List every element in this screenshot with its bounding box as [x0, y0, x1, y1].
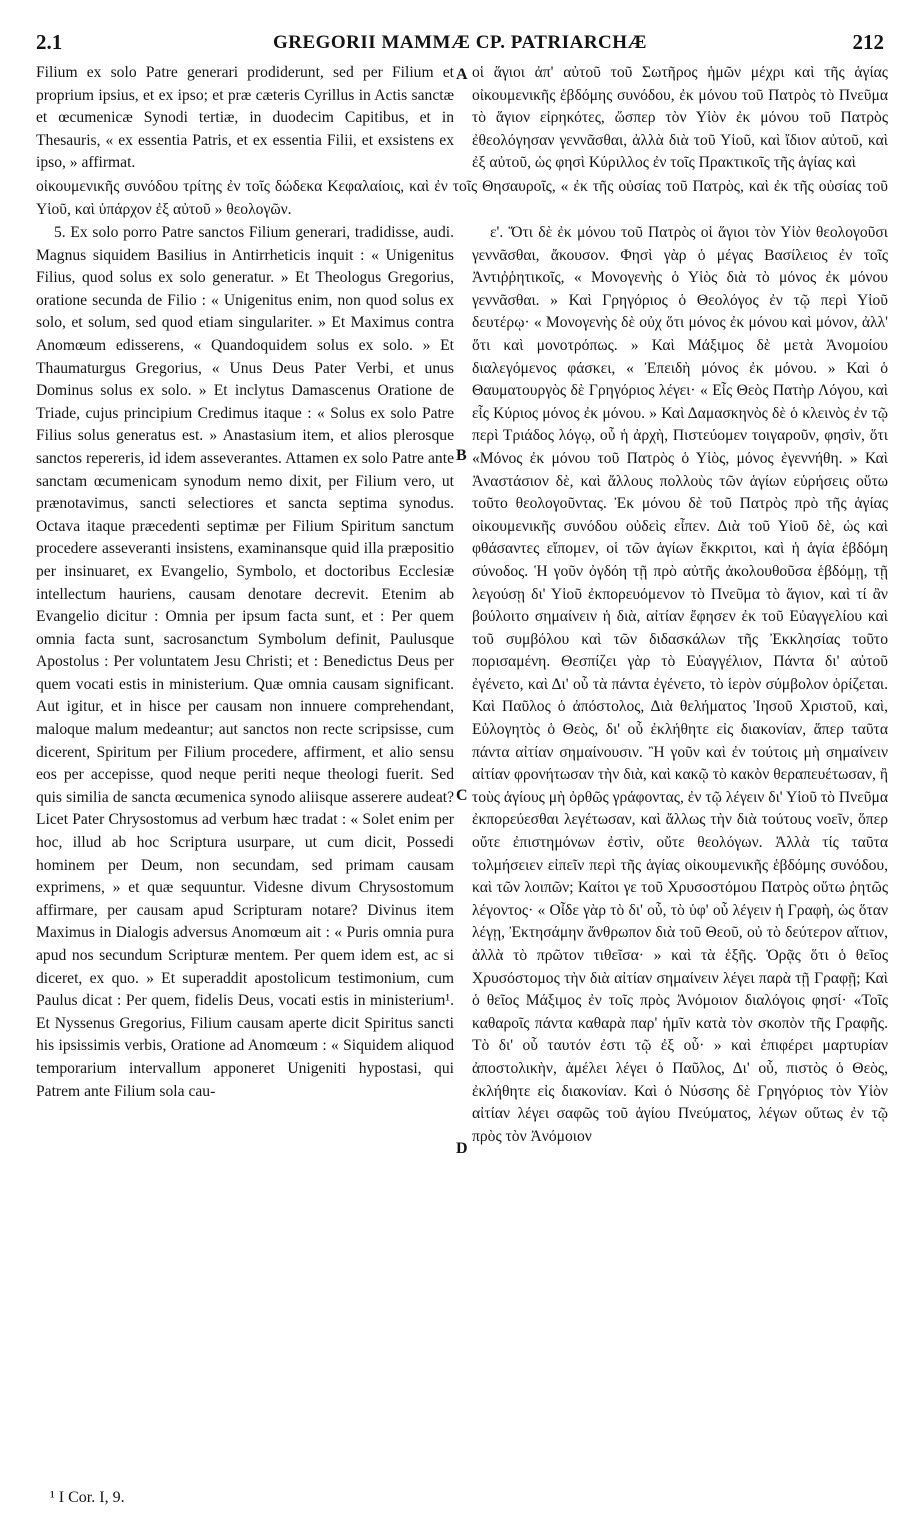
footnote: ¹ I Cor. I, 9.: [50, 1489, 125, 1506]
page-header: [36, 30, 884, 60]
greek-paragraph-5: ε'. Ὅτι δὲ ἐκ μόνου τοῦ Πατρὸς οἱ ἅγιοι τὸν Υἱὸν θεολογοῦσι γεννᾶσθαι, ἄκουσον. Φησὶ γὰρ ὁ μέγας Βασίλειος ἐν τοῖς Ἀντιῤῥητικοῖς, « Μονογενὴς ὁ Υἱὸς διὰ τὸ μόνος ἐκ μόνου γεννᾶσθαι. » Καὶ Γρηγόριος ὁ Θεολόγος ἐν τῷ περὶ Υἱοῦ δευτέρῳ· « Μονογενὴς δὲ οὐχ ὅτι μόνος ἐκ μόνου καὶ μόνον, ἀλλ' ὅτι καὶ μονοτρόπως. » Καὶ Μάξιμος δὲ μετὰ Ἀνομοίου διαλεγόμενος φάσκει, « Ἐπειδὴ μόνος ἐκ μόνου. » Καὶ ὁ Θαυματουργὸς δὲ Γρηγόριος λέγει· « Εἷς Θεὸς Πατὴρ Λόγου, καὶ εἷς Κύριος μόνος ἐκ μόνου. » Καὶ Δαμασκηνὸς δὲ ὁ κλεινὸς ἐν τῷ περὶ Τριάδος λόγῳ, οὗ ἡ ἀρχὴ, Πιστεύομεν τοιγαροῦν, φησὶν, ὅτι «Μόνος ἐκ μόνου τοῦ Πατρὸς ὁ Υἱὸς, μόνος ἐγεννήθη. » Καὶ Ἀναστάσιον δὲ, καὶ ἄλλους πολλοὺς τῶν ἁγίων εὑρήσεις οὕτω τοῦτο θεολογοῦντας. Ἐκ μόνου δὲ τοῦ Πατρὸς πρὸ τῆς ἁγίας οἰκουμενικῆς συνόδου οὐδεὶς εἶπεν. Διὰ τοῦ Υἱοῦ δὲ, ὡς καὶ φθάσαντες εἴπομεν, οἱ τῶν ἁγίων ἔκκριτοι, καὶ ἡ ἁγία ἑβδόμη σύνοδος. Ἡ γοῦν ὀγδόη τῇ πρὸ αὐτῆς ἀκολουθοῦσα ἑβδόμῃ, τῇ λεγούσῃ δι' Υἱοῦ ἐκπορευόμενον τὸ Πνεῦμα τὸ ἅγιον, καὶ τί ἂν βούλοιτο σημαίνειν ἡ διὰ, αἰτίαν ἔφησεν ἐκ τοῦ Εὐαγγελίου καὶ τοῦ συμβόλου καὶ τῶν διδασκάλων τῆς Ἐκκλησίας τοῦτο πορισαμένη. Θεσπίζει γὰρ τὸ Εὐαγγέλιον, Πάντα δι' αὐτοῦ ἐγένετο, καὶ Δι' οὗ τὰ πάντα ἐγένετο, τὸ ἱερὸν σύμβολον ὁρίζεται. Καὶ Παῦλος ὁ ἀπόστολος, Διὰ θελήματος Ἰησοῦ Χριστοῦ, καὶ, Εὐλογητὸς ὁ Θεὸς, δι' οὗ ἐκλήθητε εἰς διακονίαν, ἅπερ ταῦτα πάντα αἰτίαν σημαίνουσιν. Ἢ γοῦν καὶ ἐν τούτοις μὴ σημαίνειν αἰτίαν φρονήτωσαν τὴν διὰ, καὶ κακῷ τὸ κακὸν θεραπευέτωσαν, ἢ τοὺς ἁγίους μὴ ὀρθῶς γράφοντας, ἐν τῷ λέγειν δι' Υἱοῦ τὸ Πνεῦμα ἐκπορεύεσθαι λεγέτωσαν, καὶ ἄλλως τὴν διὰ τούτους νοεῖν, ὅπερ οὔτε ἐπιστημόνων ἐστὶν, οὔτε θεολόγων. Ἀλλὰ τίς ταῦτα τολμήσειεν εἰπεῖν περὶ τῆς ἁγίας οἰκουμενικῆς ἑβδόμης συνόδου, καὶ τῶν λοιπῶν; Καίτοι γε τοῦ Χρυσοστόμου Πατρὸς οὕτω ῥητῶς λέγοντος· « Οἶδε γὰρ τὸ δι' οὗ, τὸ ὑφ' οὗ λέγειν ἡ Γραφὴ, ὡς ὅταν λέγῃ, Ἐκτησάμην ἄνθρωπον διὰ τοῦ Θεοῦ, οὐ τὸ δεύτερον αἴτιον, ἀλλὰ τὸ πρῶτον τιθεῖσα· » καὶ τὰ ἑξῆς. Ὁρᾷς ὅτι ὁ θεῖος Χρυσόστομος τὴν διὰ αἰτίαν σημαίνειν λέγει παρὰ τῇ Γραφῇ; Καὶ ὁ θεῖος Μάξιμος ἐν τοῖς πρὸς Ἀνόμοιον διαλόγοις φησί· «Τοῖς καθαροῖς πάντα καθαρὰ παρ' ἡμῖν κατὰ τὸν σκοπὸν τῆς Γραφῆς. Τὸ δι' οὗ ταυτόν ἐστι τῷ ἐξ οὗ· » καὶ ἐπιφέρει μαρτυρίαν ἀποστολικὴν, ἀμέλει λέγει ὁ Παῦλος, Δι' οὗ, πιστὸς ὁ Θεὸς, ἐκλήθητε εἰς διακονίαν. Καὶ ὁ Νύσσης δὲ Γρηγόριος τὸν Υἱὸν αἰτίαν λέγει σαφῶς τοῦ ἁγίου Πνεύματος, λέγων οὕτως ἐν τῷ πρὸς τὸν Ἀνόμοιον: [472, 224, 888, 1145]
running-title: GREGORII MAMMÆ CP. PATRIARCHÆ: [272, 32, 648, 53]
greek-column-main: [472, 222, 888, 1148]
section-marker-a: A: [456, 66, 468, 83]
latin-column-main: [36, 222, 454, 1103]
greek-paragraph-top: οἱ ἅγιοι ἀπ' αὐτοῦ τοῦ Σωτῆρος ἡμῶν μέχρι καὶ τῆς ἁγίας οἰκουμενικῆς ἑβδόμης συνόδου, ἐκ μόνου τοῦ Πατρὸς τὸ Πνεῦμα τὸ ἅγιον εἰρηκότες, ὥσπερ τὸν Υἱὸν ἐκ μόνου τοῦ Πατρὸς ἐθεολόγησαν γεννᾶσθαι, ἀλλὰ διὰ τοῦ Υἱοῦ, καὶ ἴδιον αὐτοῦ, καὶ ἐξ αὐτοῦ, ὡς φησὶ Κύριλλος ἐν τοῖς Πρακτικοῖς τῆς ἁγίας καὶ: [472, 64, 888, 172]
page-number-left: 2.1: [36, 30, 63, 54]
latin-paragraph-top: Filium ex solo Patre generari prodiderunt, sed per Filium et proprium ipsius, et ex ipso; et præ cæteris Cyrillus in Actis sanctæ et œcumenicæ Synodi tertiæ, in duodecim Capitibus, et in Thesauris, « ex essentia Patris, et ex essentia Filii, et exsistens ex ipso, » affirmat.: [36, 64, 454, 172]
latin-column-top: [36, 62, 454, 175]
section-marker-d: D: [456, 1140, 468, 1157]
page-number-right: 212: [852, 30, 884, 54]
greek-full-width-line: οἰκουμενικῆς συνόδου τρίτης ἐν τοῖς δώδεκα Κεφαλαίοις, καὶ ἐν τοῖς Θησαυροῖς, « ἐκ τῆς οὐσίας τοῦ Πατρὸς, καὶ ἐκ τῆς οὐσίας τοῦ Υἱοῦ, καὶ ὑπάρχον ἐξ αὐτοῦ » θεολογῶν.: [36, 178, 888, 218]
section-marker-b: B: [456, 447, 467, 464]
greek-column-top: [472, 62, 888, 175]
section-marker-c: C: [456, 787, 468, 804]
latin-paragraph-5: 5. Ex solo porro Patre sanctos Filium generari, tradidisse, audi. Magnus siquidem Basilius in Antirrheticis inquit : « Unigenitus Filius, quod solus ex solo generatur. » Et Theologus Gregorius, oratione secunda de Filio : « Unigenitus enim, non quod solus ex solo, et solum, sed quod etiam singulariter. » Et Maximus contra Anomœum edisserens, « Quandoquidem solus ex solo. » Et Thaumaturgus Gregorius, « Unus Deus Pater Verbi, et unus Dominus solus ex solo. » Et inclytus Damascenus Oratione de Triade, cujus principium Credimus itaque : « Solus ex solo Patre Filius solus generatus est. » Anastasium item, et alios plerosque sanctos repereris, id idem asseverantes. Attamen ex solo Patre ante sanctam œcumenicam synodum nemo dixit, per Filium vero, ut prænotavimus, sancti selectiores et sancta septima synodus. Octava itaque præcedenti septimæ per Filium Spiritum sanctum procedere asseveranti insistens, examinansque quid illa præpositio per insinuaret, ex Evangelio, Symbolo, et doctoribus Ecclesiæ intellectum hauriens, causam denotare decrevit. Etenim ab Evangelio dicitur : Omnia per ipsum facta sunt, et : Per quem omnia facta sunt, sacrosanctum Symbolum definit, Paulusque Apostolus : Per voluntatem Jesu Christi; et : Benedictus Deus per quem vocati estis in ministerium. Quæ omnia causam significant. Aut igitur, et in hisce per causam non innuere comprehendant, maloque malum medeantur; aut sanctos non recte scripsisse, cum dicerent, Spiritum per Filium procedere, affirment, et alio sensu eos per accepisse, quod neque periti neque theologi fuerit. Sed quis similia de sancta œcumenica synodo aliisque asserere audeat? Licet Pater Chrysostomus ad verbum hæc tradat : « Solet enim per hoc, illud ab hoc Scriptura usurpare, ut cum dicit, Possedi hominem per Deum, non secundam, sed primam causam exprimens, » et quæ sequuntur. Videsne divum Chrysostomum affirmare, per causam apud Scripturam notare? Divinus item Maximus in Dialogis adversus Anomœum ait : « Puris omnia pura apud nos secundum Scripturæ mentem. Per quem idem est, ac si diceret, ex quo. » Et superaddit apostolicum testimonium, cum Paulus dicat : Per quem, fidelis Deus, vocati estis in ministerium¹. Et Nyssenus Gregorius, Filium causam aperte dicit Spiritus sancti his ipsissimis verbis, Oratione ad Anomœum : « Siquidem aliquod temporarium intervallum apponeret Unigeniti hypostasi, qui Patrem ante Filium sola cau-: [36, 224, 454, 1100]
